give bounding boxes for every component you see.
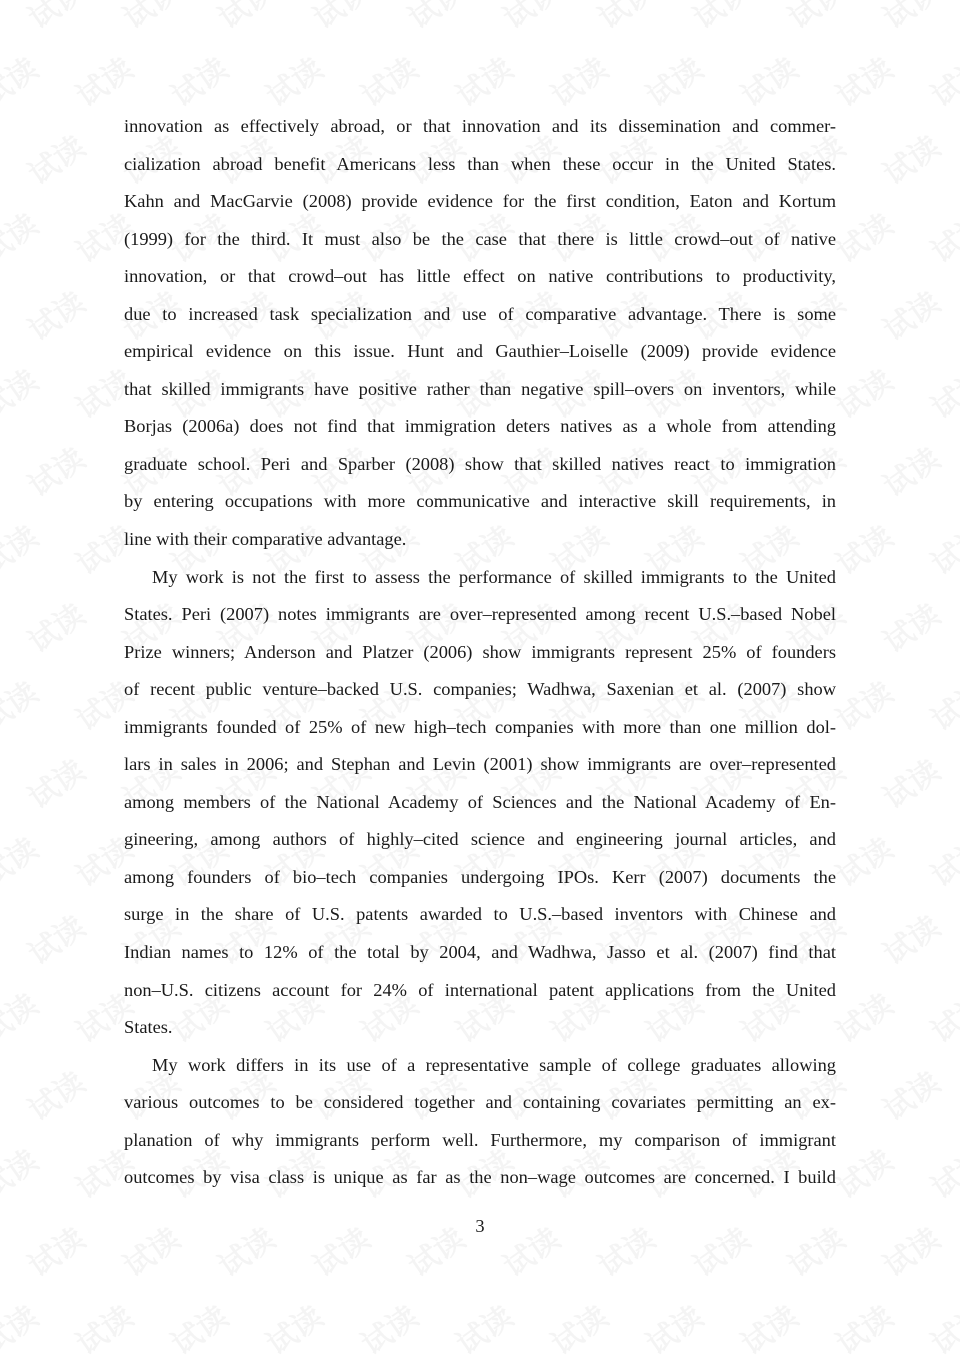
paragraph-1 <box>124 108 836 559</box>
watermark-text <box>873 591 947 661</box>
watermark-text <box>921 669 960 739</box>
watermark-text <box>0 981 45 1051</box>
watermark-text <box>541 1293 615 1363</box>
watermark-text <box>256 1293 330 1363</box>
watermark-text <box>0 45 45 115</box>
watermark-text <box>0 357 45 427</box>
watermark-text <box>0 825 45 895</box>
watermark-text <box>873 435 947 505</box>
text-line: planation of why immigrants perform well. Furthermore, my comparison of immigrant <box>124 1129 836 1150</box>
document-body <box>124 108 836 1197</box>
text-line: among members of the National Academy of Sciences and the National Academy of En- <box>124 791 836 812</box>
watermark-text <box>778 0 852 37</box>
text-line: lars in sales in 2006; and Stephan and Levin (2001) show immigrants are over–represented <box>124 754 836 775</box>
watermark-text <box>446 45 520 115</box>
text-line: of recent public venture–backed U.S. companies; Wadhwa, Saxenian et al. (2007) show <box>124 679 836 700</box>
watermark-text <box>921 513 960 583</box>
watermark-text <box>18 747 92 817</box>
text-line: My work differs in its use of a representative sample of college graduates allowing <box>152 1054 836 1075</box>
watermark-text <box>398 0 472 37</box>
watermark-text <box>873 0 947 37</box>
watermark-text <box>18 1059 92 1129</box>
watermark-text <box>873 279 947 349</box>
watermark-text <box>18 903 92 973</box>
watermark-text <box>826 825 900 895</box>
watermark-text <box>351 1293 425 1363</box>
text-line: My work is not the first to assess the performance of skilled immigrants to the United <box>152 566 836 587</box>
text-line: (1999) for the third. It must also be the case that there is little crowd–out of native <box>124 228 836 249</box>
text-line: graduate school. Peri and Sparber (2008) show that skilled natives react to immigration <box>124 453 836 474</box>
watermark-text <box>826 45 900 115</box>
text-line: immigrants founded of 25% of new high–tech companies with more than one million dol- <box>124 716 836 737</box>
text-line: line with their comparative advantage. <box>124 529 407 550</box>
watermark-text <box>161 1293 235 1363</box>
watermark-text <box>18 279 92 349</box>
watermark-text <box>113 0 187 37</box>
watermark-text <box>826 1137 900 1207</box>
watermark-text <box>208 0 282 37</box>
watermark-text <box>826 669 900 739</box>
watermark-text <box>493 0 567 37</box>
watermark-text <box>826 513 900 583</box>
watermark-text <box>588 0 662 37</box>
text-line: various outcomes to be considered together and containing covariates permitting an ex- <box>124 1092 836 1113</box>
watermark-text <box>636 1293 710 1363</box>
text-line: cialization abroad benefit Americans less than when these occur in the United States. <box>124 153 836 174</box>
watermark-text <box>18 123 92 193</box>
watermark-text <box>0 513 45 583</box>
text-line: that skilled immigrants have positive rather than negative spill–overs on inventors, while <box>124 378 836 399</box>
watermark-text <box>18 591 92 661</box>
watermark-text <box>161 45 235 115</box>
text-line: innovation, or that crowd–out has little effect on native contributions to productivity, <box>124 266 836 287</box>
page-number: 3 <box>475 1216 485 1236</box>
watermark-text <box>873 747 947 817</box>
watermark-text <box>921 1137 960 1207</box>
text-line: States. Peri (2007) notes immigrants are over–represented among recent U.S.–based Nobel <box>124 604 836 625</box>
watermark-text <box>826 1293 900 1363</box>
watermark-text <box>921 1293 960 1363</box>
watermark-text <box>921 981 960 1051</box>
watermark-text <box>0 669 45 739</box>
watermark-text <box>66 45 140 115</box>
paragraph-2 <box>124 559 836 1047</box>
watermark-text <box>66 1293 140 1363</box>
text-line: empirical evidence on this issue. Hunt and Gauthier–Loiselle (2009) provide evidence <box>124 341 836 362</box>
watermark-text <box>18 0 92 37</box>
paragraph-3 <box>124 1047 836 1197</box>
watermark-text <box>921 825 960 895</box>
watermark-text <box>541 45 615 115</box>
text-line: outcomes by visa class is unique as far as the non–wage outcomes are concerned. I build <box>124 1167 836 1188</box>
text-line: Indian names to 12% of the total by 2004, and Wadhwa, Jasso et al. (2007) find that <box>124 942 836 963</box>
watermark-text <box>731 1293 805 1363</box>
text-line: Borjas (2006a) does not find that immigration deters natives as a whole from attending <box>124 416 836 437</box>
watermark-text <box>826 981 900 1051</box>
watermark-text <box>873 1059 947 1129</box>
watermark-text <box>826 357 900 427</box>
watermark-text <box>683 0 757 37</box>
watermark-text <box>0 201 45 271</box>
watermark-text <box>731 45 805 115</box>
text-line: States. <box>124 1017 173 1038</box>
watermark-text <box>0 1137 45 1207</box>
text-line: due to increased task specialization and use of comparative advantage. There is some <box>124 303 836 324</box>
watermark-text <box>636 45 710 115</box>
watermark-text <box>303 0 377 37</box>
text-line: gineering, among authors of highly–cited science and engineering journal articles, and <box>124 829 836 850</box>
watermark-text <box>921 45 960 115</box>
watermark-text <box>873 903 947 973</box>
watermark-text <box>18 435 92 505</box>
text-line: surge in the share of U.S. patents awarded to U.S.–based inventors with Chinese and <box>124 904 836 925</box>
watermark-text <box>921 201 960 271</box>
watermark-text <box>0 1293 45 1363</box>
watermark-text <box>256 45 330 115</box>
watermark-text <box>873 123 947 193</box>
text-line: by entering occupations with more communicative and interactive skill requirements, in <box>124 491 836 512</box>
watermark-text <box>446 1293 520 1363</box>
text-line: Kahn and MacGarvie (2008) provide evidence for the first condition, Eaton and Kortum <box>124 191 836 212</box>
text-line: innovation as effectively abroad, or that innovation and its dissemination and commer- <box>124 116 836 136</box>
text-line: non–U.S. citizens account for 24% of international patent applications from the United <box>124 979 836 1000</box>
text-line: Prize winners; Anderson and Platzer (2006) show immigrants represent 25% of founders <box>124 641 836 662</box>
watermark-text <box>351 45 425 115</box>
watermark-text <box>921 357 960 427</box>
text-line: among founders of bio–tech companies undergoing IPOs. Kerr (2007) documents the <box>124 866 836 887</box>
watermark-text <box>826 201 900 271</box>
